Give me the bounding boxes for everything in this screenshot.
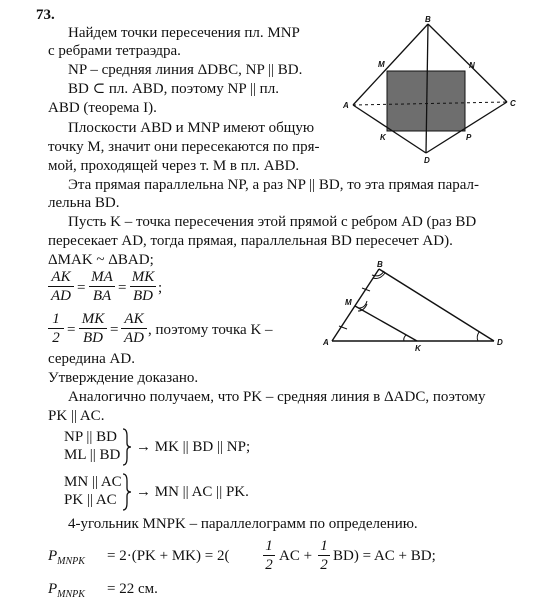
text-line: Утверждение доказано. (48, 370, 199, 386)
text-line: Плоскости ABD и MNP имеют общую (68, 120, 315, 136)
equals-sign: = (77, 280, 86, 296)
vertex-label: D (424, 156, 430, 165)
equals-sign: = (118, 280, 127, 296)
text-line: NP – средняя линия ΔDBC, NP || BD. (68, 62, 303, 78)
perimeter-expression: = 2·(PK + MK) = 2( (107, 548, 230, 564)
semicolon: ; (158, 280, 163, 296)
fraction: MA BA (89, 269, 115, 304)
vertex-label: P (466, 133, 472, 142)
fraction: 1 2 (48, 311, 64, 346)
system-result: → MN || AC || PK. (136, 484, 249, 500)
text-line: PK || AC. (48, 408, 105, 424)
vertex-label: N (469, 61, 475, 70)
text-line: Пусть K – точка пересечения этой прямой с ребром AD (раз BD (68, 214, 477, 230)
perimeter-result: = 22 см. (107, 581, 158, 597)
perimeter-expression: BD) = AC + BD; (333, 548, 436, 564)
vertex-label: A (323, 338, 329, 347)
equals-sign: = (67, 322, 76, 338)
vertex-label: C (510, 99, 516, 108)
fraction: 1 2 (318, 538, 330, 573)
text-line: точку M, значит они пересекаются по пря- (48, 139, 320, 155)
system-line: PK || AC (64, 492, 117, 508)
triangle-figure (322, 258, 512, 358)
text-line: лельна BD. (48, 195, 120, 211)
vertex-label: A (343, 101, 349, 110)
fraction: 1 2 (263, 538, 275, 573)
equals-sign: = (110, 322, 119, 338)
brace-icon (122, 473, 132, 511)
vertex-label: K (415, 344, 421, 353)
fraction: MK BD (79, 311, 107, 346)
vertex-label: K (380, 133, 386, 142)
tetrahedron-figure (340, 16, 540, 176)
fraction: MK BD (131, 269, 155, 304)
text-line: середина AD. (48, 351, 135, 367)
vertex-label: B (377, 260, 383, 269)
text-line: , поэтому точка K – (148, 322, 273, 338)
fraction: AK AD (48, 269, 74, 304)
system-result: → MK || BD || NP; (136, 439, 251, 455)
vertex-label: D (497, 338, 503, 347)
text-line: Аналогично получаем, что PK – средняя линия в ΔADC, поэтому (68, 389, 486, 405)
brace-icon (122, 428, 132, 466)
text-line: ΔMAK ~ ΔBAD; (48, 252, 154, 268)
system-line: ML || BD (64, 447, 121, 463)
text-line: Найдем точки пересечения пл. MNP (68, 25, 300, 41)
vertex-label: B (425, 16, 431, 24)
text-line: ABD (теорема I). (48, 100, 157, 116)
text-line: мой, проходящей через т. M в пл. ABD. (48, 158, 300, 174)
perimeter-label: $P_{MNPK}$ (48, 548, 85, 567)
fraction: AK AD (121, 311, 147, 346)
text-line: пересекает AD, тогда прямая, параллельная BD пересечет AD). (48, 233, 453, 249)
problem-number: 73. (36, 7, 55, 23)
vertex-label: M (378, 60, 385, 69)
system-line: NP || BD (64, 429, 117, 445)
text-line: с ребрами тетраэдра. (48, 43, 181, 59)
perimeter-expression: AC + (279, 548, 313, 564)
system-line: MN || AC (64, 474, 122, 490)
text-line: Эта прямая параллельна NP, а раз NP || BD, то эта прямая парал- (68, 177, 480, 193)
text-line: 4-угольник MNPK – параллелограмм по определению. (68, 516, 418, 532)
perimeter-label: $P_{MNPK}$ (48, 581, 85, 600)
vertex-label: M (345, 298, 352, 307)
text-line: BD ⊂ пл. ABD, поэтому NP || пл. (68, 81, 279, 97)
